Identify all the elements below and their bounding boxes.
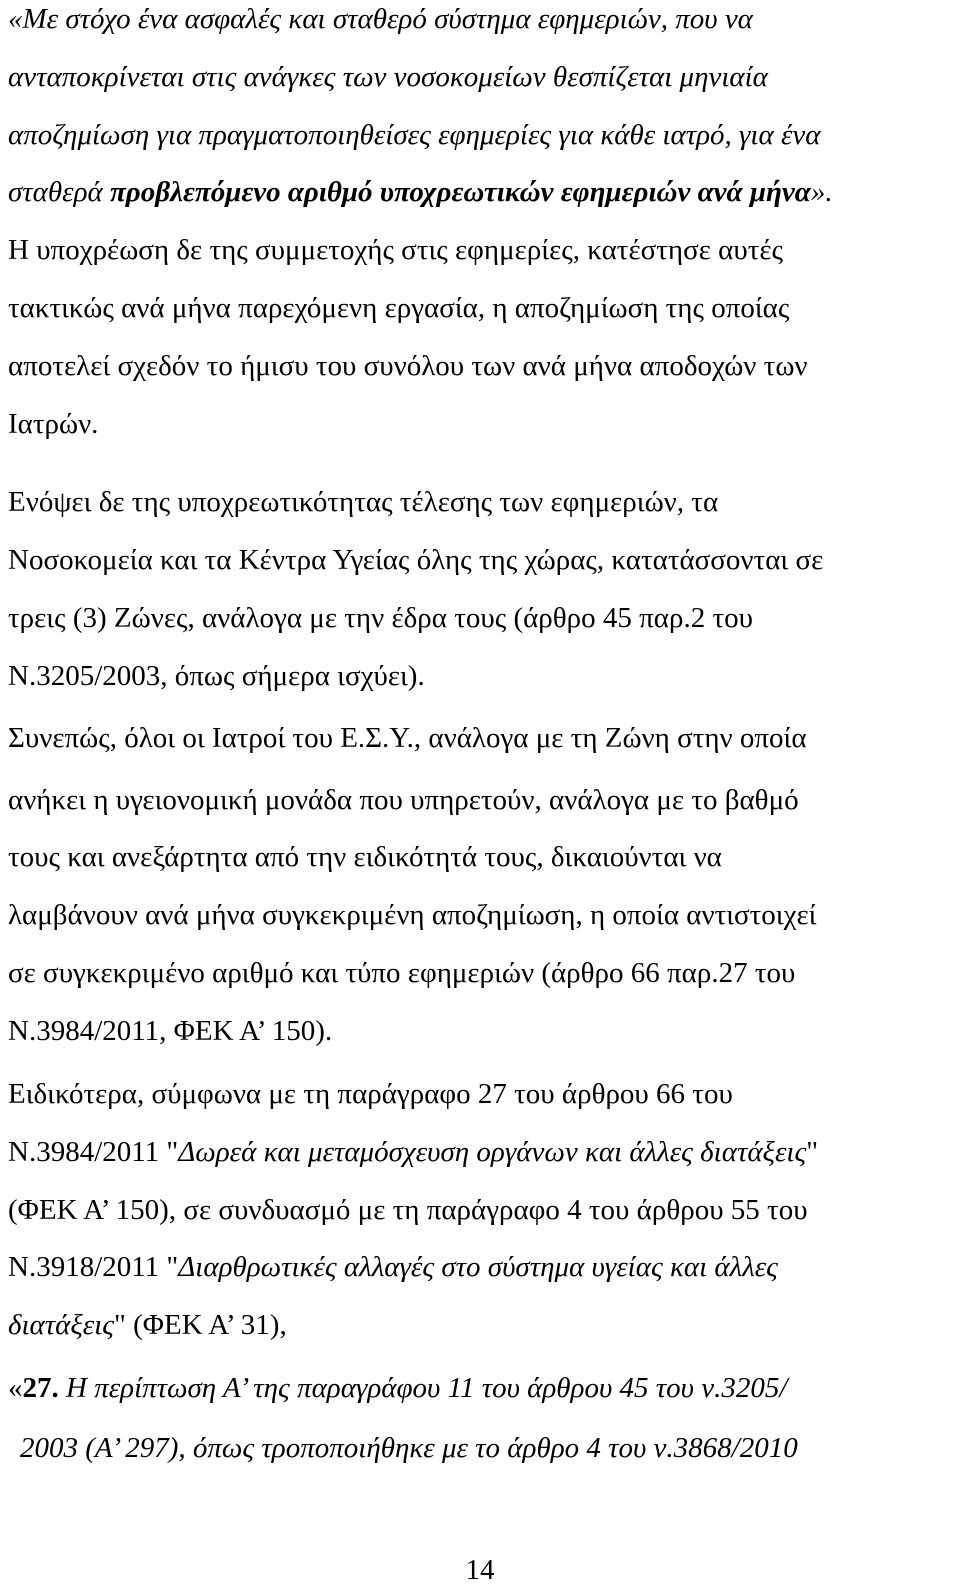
text-run: Ιατρών. [8, 408, 99, 440]
text-run: «Με στόχο ένα ασφαλές και σταθερό σύστημα εφημεριών, που να [8, 3, 753, 35]
text-line [8, 898, 952, 932]
text-line [8, 291, 952, 325]
text-run: ». [810, 176, 833, 208]
text-run: Η περίπτωση Α’ της παραγράφου 11 του άρθρου 45 του ν.3205/ [66, 1372, 788, 1404]
text-run: Ν.3205/2003, όπως σήμερα ισχύει). [8, 660, 425, 692]
text-run: Ειδικότερα, σύμφωνα με τη παράγραφο 27 του άρθρου 66 του [8, 1078, 733, 1110]
text-run: Η υποχρέωση δε της συμμετοχής στις εφημερίες, κατέστησε αυτές [8, 234, 784, 266]
text-run: διατάξεις [8, 1309, 115, 1341]
text-line [8, 118, 952, 152]
text-line [8, 1014, 952, 1048]
text-line [8, 1077, 952, 1111]
text-run: σταθερά [8, 176, 110, 208]
text-run: Δωρεά και μεταμόσχευση οργάνων και άλλες διατάξεις [178, 1136, 807, 1168]
text-run: Ενόψει δε της υποχρεωτικότητας τέλεσης των εφημεριών, τα [8, 486, 719, 518]
text-line [20, 1431, 952, 1465]
text-line [8, 2, 952, 36]
text-run: προβλεπόμενο αριθμό υποχρεωτικών εφημεριών ανά μήνα [109, 176, 811, 208]
text-run: Ν.3918/2011 " [8, 1251, 179, 1283]
text-run: Νοσοκομεία και τα Κέντρα Υγείας όλης της χώρας, κατατάσσονται σε [8, 544, 824, 576]
text-line [8, 485, 952, 519]
text-line [8, 1193, 952, 1227]
text-line [8, 783, 952, 817]
text-line [8, 601, 952, 635]
page-number: 14 [465, 1554, 495, 1586]
text-line [8, 840, 952, 874]
text-run: , ανάλογα με τη Ζώνη στην οποία [413, 722, 807, 754]
text-run: σε συγκεκριμένο αριθμό και τύπο εφημεριών (άρθρο 66 παρ.27 του [8, 957, 796, 989]
text-run: τους και ανεξάρτητα από την ειδικότητά τους, δικαιούνται να [8, 841, 722, 873]
text-run: " [806, 1136, 819, 1168]
text-run: αποζημίωση για πραγματοποιηθείσες εφημερίες για κάθε ιατρό, για ένα [8, 119, 821, 151]
text-line [8, 956, 952, 990]
text-line [8, 407, 952, 441]
text-run: αποτελεί σχεδόν το ήμισυ του συνόλου των ανά μήνα αποδοχών των [8, 350, 808, 382]
text-line [8, 659, 952, 693]
text-run: (ΦΕΚ Α’ 150), σε συνδυασμό με τη παράγραφο 4 του άρθρου 55 του [8, 1194, 808, 1226]
text-line [8, 1135, 952, 1169]
text-line [8, 233, 952, 267]
text-run: ανταποκρίνεται στις ανάγκες των νοσοκομείων θεσπίζεται μηνιαία [8, 61, 768, 93]
text-line [8, 543, 952, 577]
text-run: λαμβάνουν ανά μήνα συγκεκριμένη αποζημίωση, η οποία αντιστοιχεί [8, 899, 817, 931]
text-run: 27. [22, 1372, 66, 1404]
text-run: τρεις (3) Ζώνες, ανάλογα με την έδρα τους (άρθρο 45 παρ.2 του [8, 602, 753, 634]
text-line [8, 60, 952, 94]
text-run: 2003 (Α’ 297), όπως τροποποιήθηκε με το άρθρο 4 του ν.3868/2010 [20, 1432, 798, 1464]
text-line [8, 1250, 952, 1284]
text-run: ανήκει η υγειονομική μονάδα που υπηρετούν, ανάλογα με το βαθμό [8, 784, 799, 816]
text-run: Ν.3984/2011, ΦΕΚ Α’ 150). [8, 1015, 333, 1047]
text-run: Συνεπώς, όλοι οι Ιατροί του Ε.Σ.Υ. [8, 722, 414, 754]
text-line [8, 1371, 952, 1405]
text-run: « [8, 1372, 23, 1404]
text-run: Ν.3984/2011 " [8, 1136, 179, 1168]
text-run: Διαρθρωτικές αλλαγές στο σύστημα υγείας και άλλες [178, 1251, 778, 1283]
text-line [8, 349, 952, 383]
text-line [8, 175, 952, 209]
text-line [8, 721, 952, 755]
text-run: τακτικώς ανά μήνα παρεχόμενη εργασία, η αποζημίωση της οποίας [8, 292, 790, 324]
text-line [8, 1308, 952, 1342]
text-run: " (ΦΕΚ Α’ 31), [114, 1309, 287, 1341]
